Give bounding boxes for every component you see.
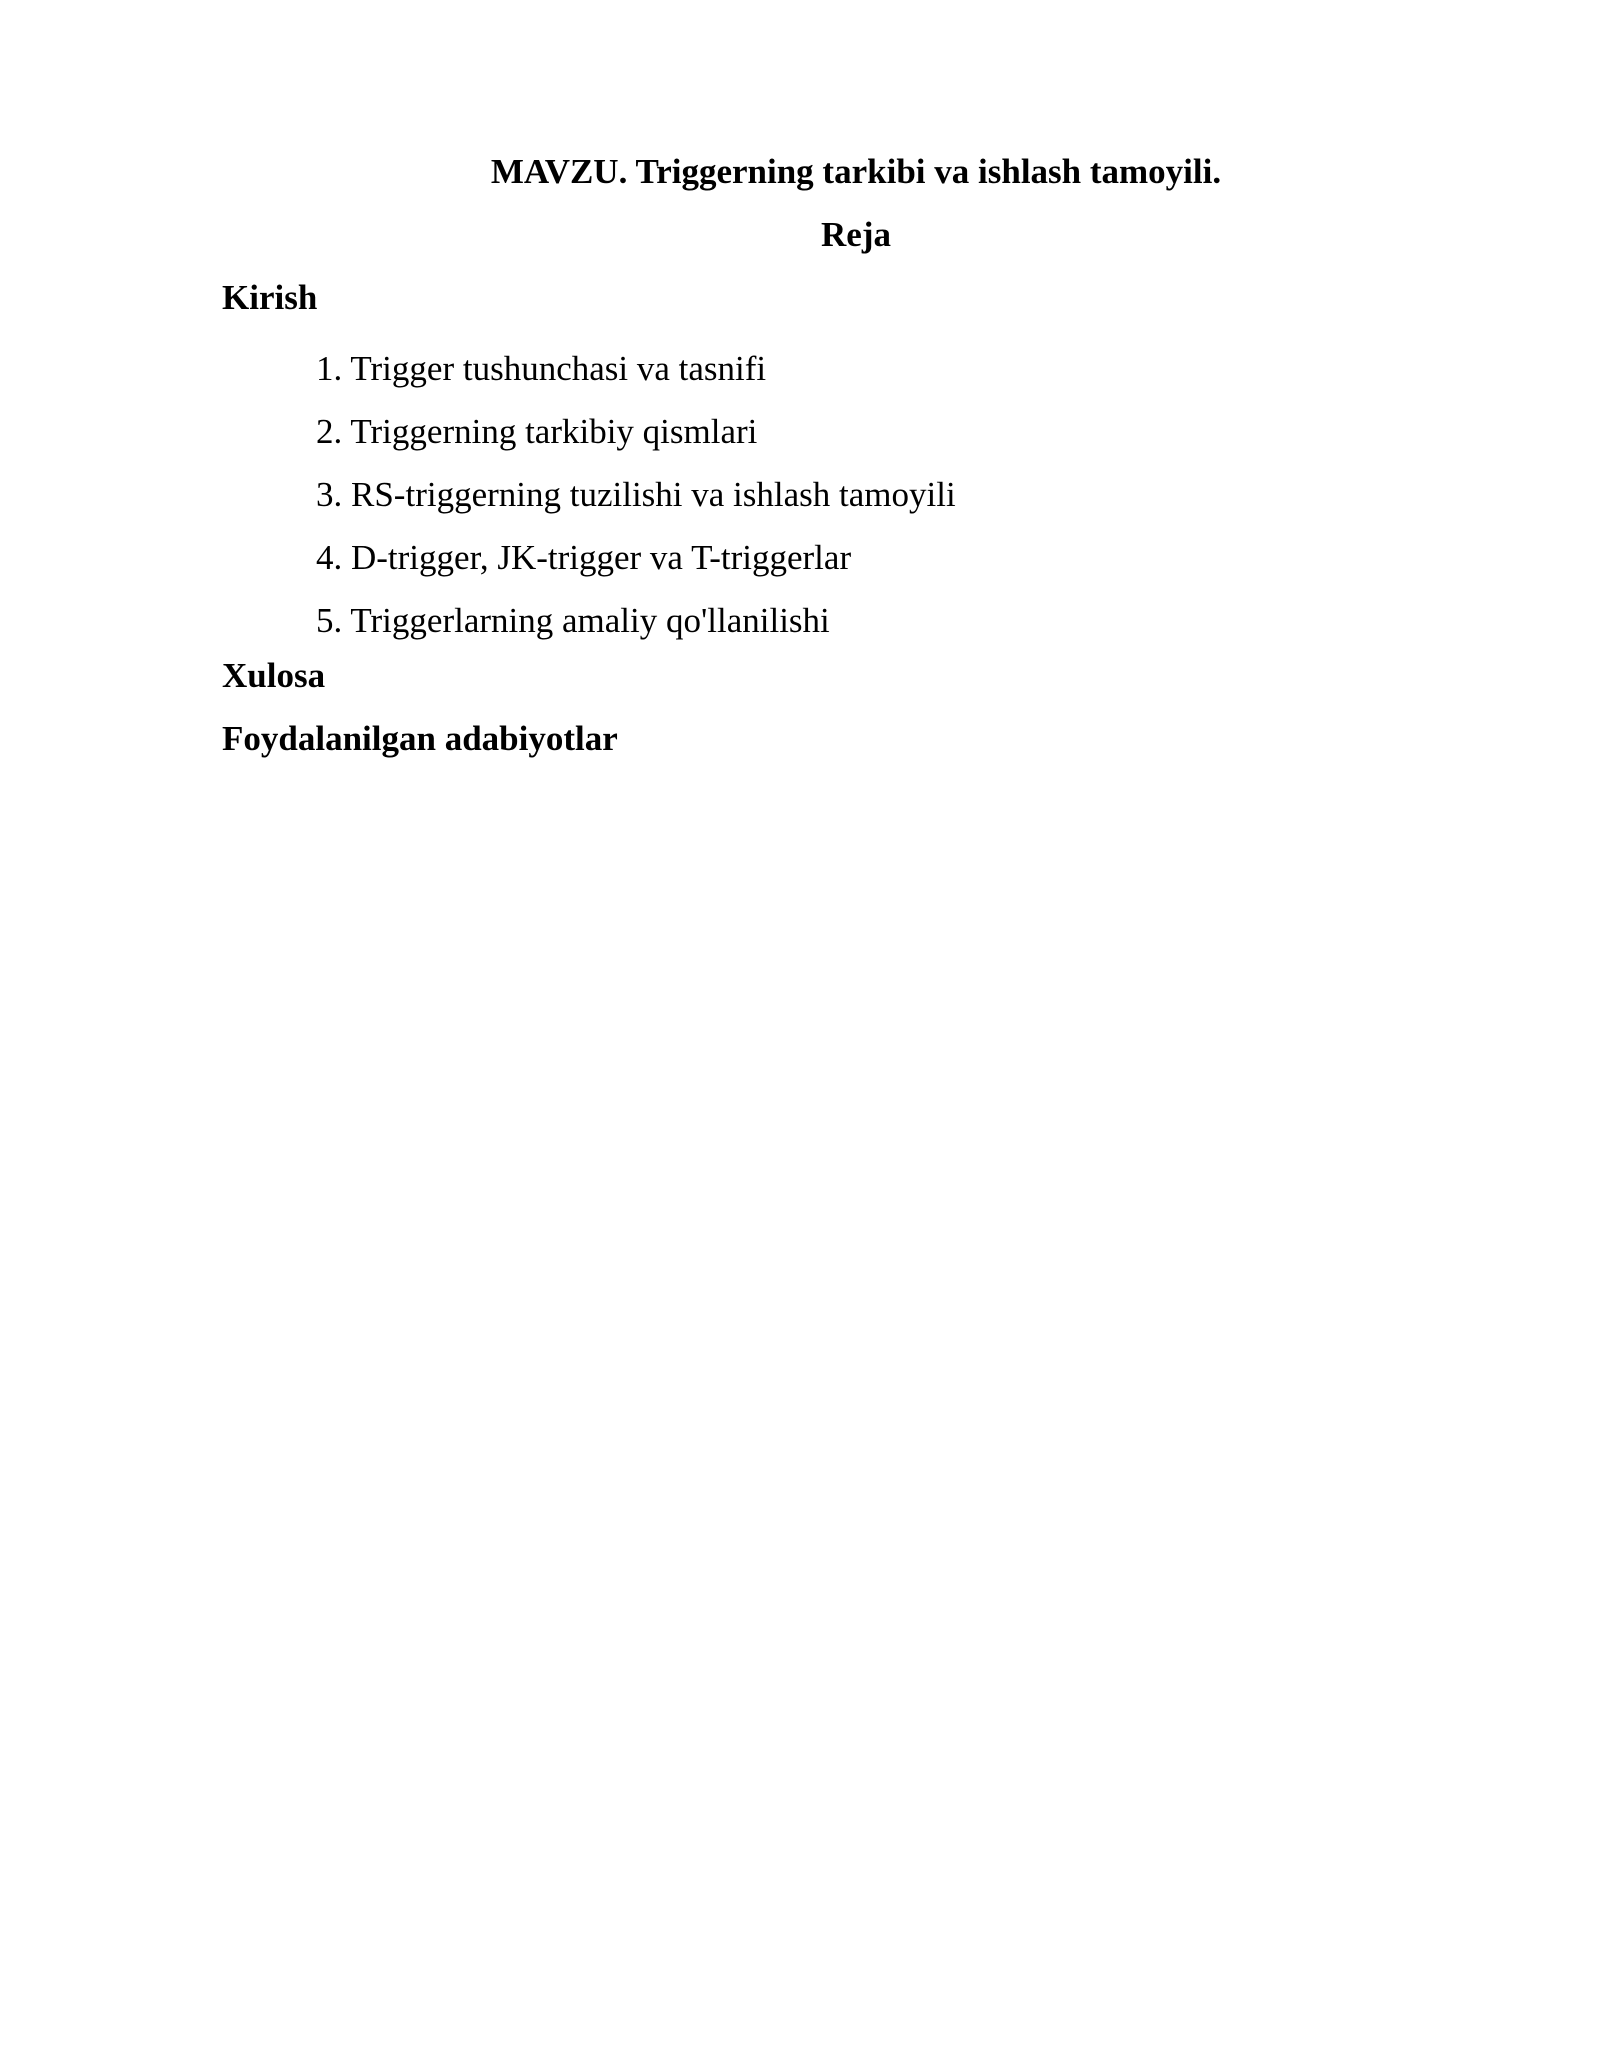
plan-item (316, 400, 956, 463)
plan-item-text: D-trigger, JK-trigger va T-triggerlar (351, 538, 852, 577)
plan-heading: Reja (821, 215, 891, 254)
plan-item (316, 337, 956, 400)
plan-item (316, 589, 956, 652)
plan-item-number: 1. (316, 349, 343, 388)
plan-item-text: Trigger tushunchasi va tasnifi (350, 349, 767, 388)
plan-item-text: RS-triggerning tuzilishi va ishlash tamoyili (351, 475, 956, 514)
document-title: MAVZU. Triggerning tarkibi va ishlash tamoyili. (490, 152, 1222, 191)
plan-item-text: Triggerning tarkibiy qismlari (350, 412, 758, 451)
intro-heading: Kirish (222, 278, 318, 317)
plan-item-text: Triggerlarning amaliy qo'llanilishi (350, 601, 830, 640)
plan-item (316, 463, 956, 526)
conclusion-heading: Xulosa (222, 656, 326, 695)
plan-item-number: 4. (316, 538, 343, 577)
plan-item-number: 2. (316, 412, 343, 451)
references-heading: Foydalanilgan adabiyotlar (222, 719, 618, 758)
plan-item (316, 526, 956, 589)
plan-item-number: 3. (316, 475, 343, 514)
plan-item-number: 5. (316, 601, 343, 640)
plan-list (316, 337, 956, 652)
